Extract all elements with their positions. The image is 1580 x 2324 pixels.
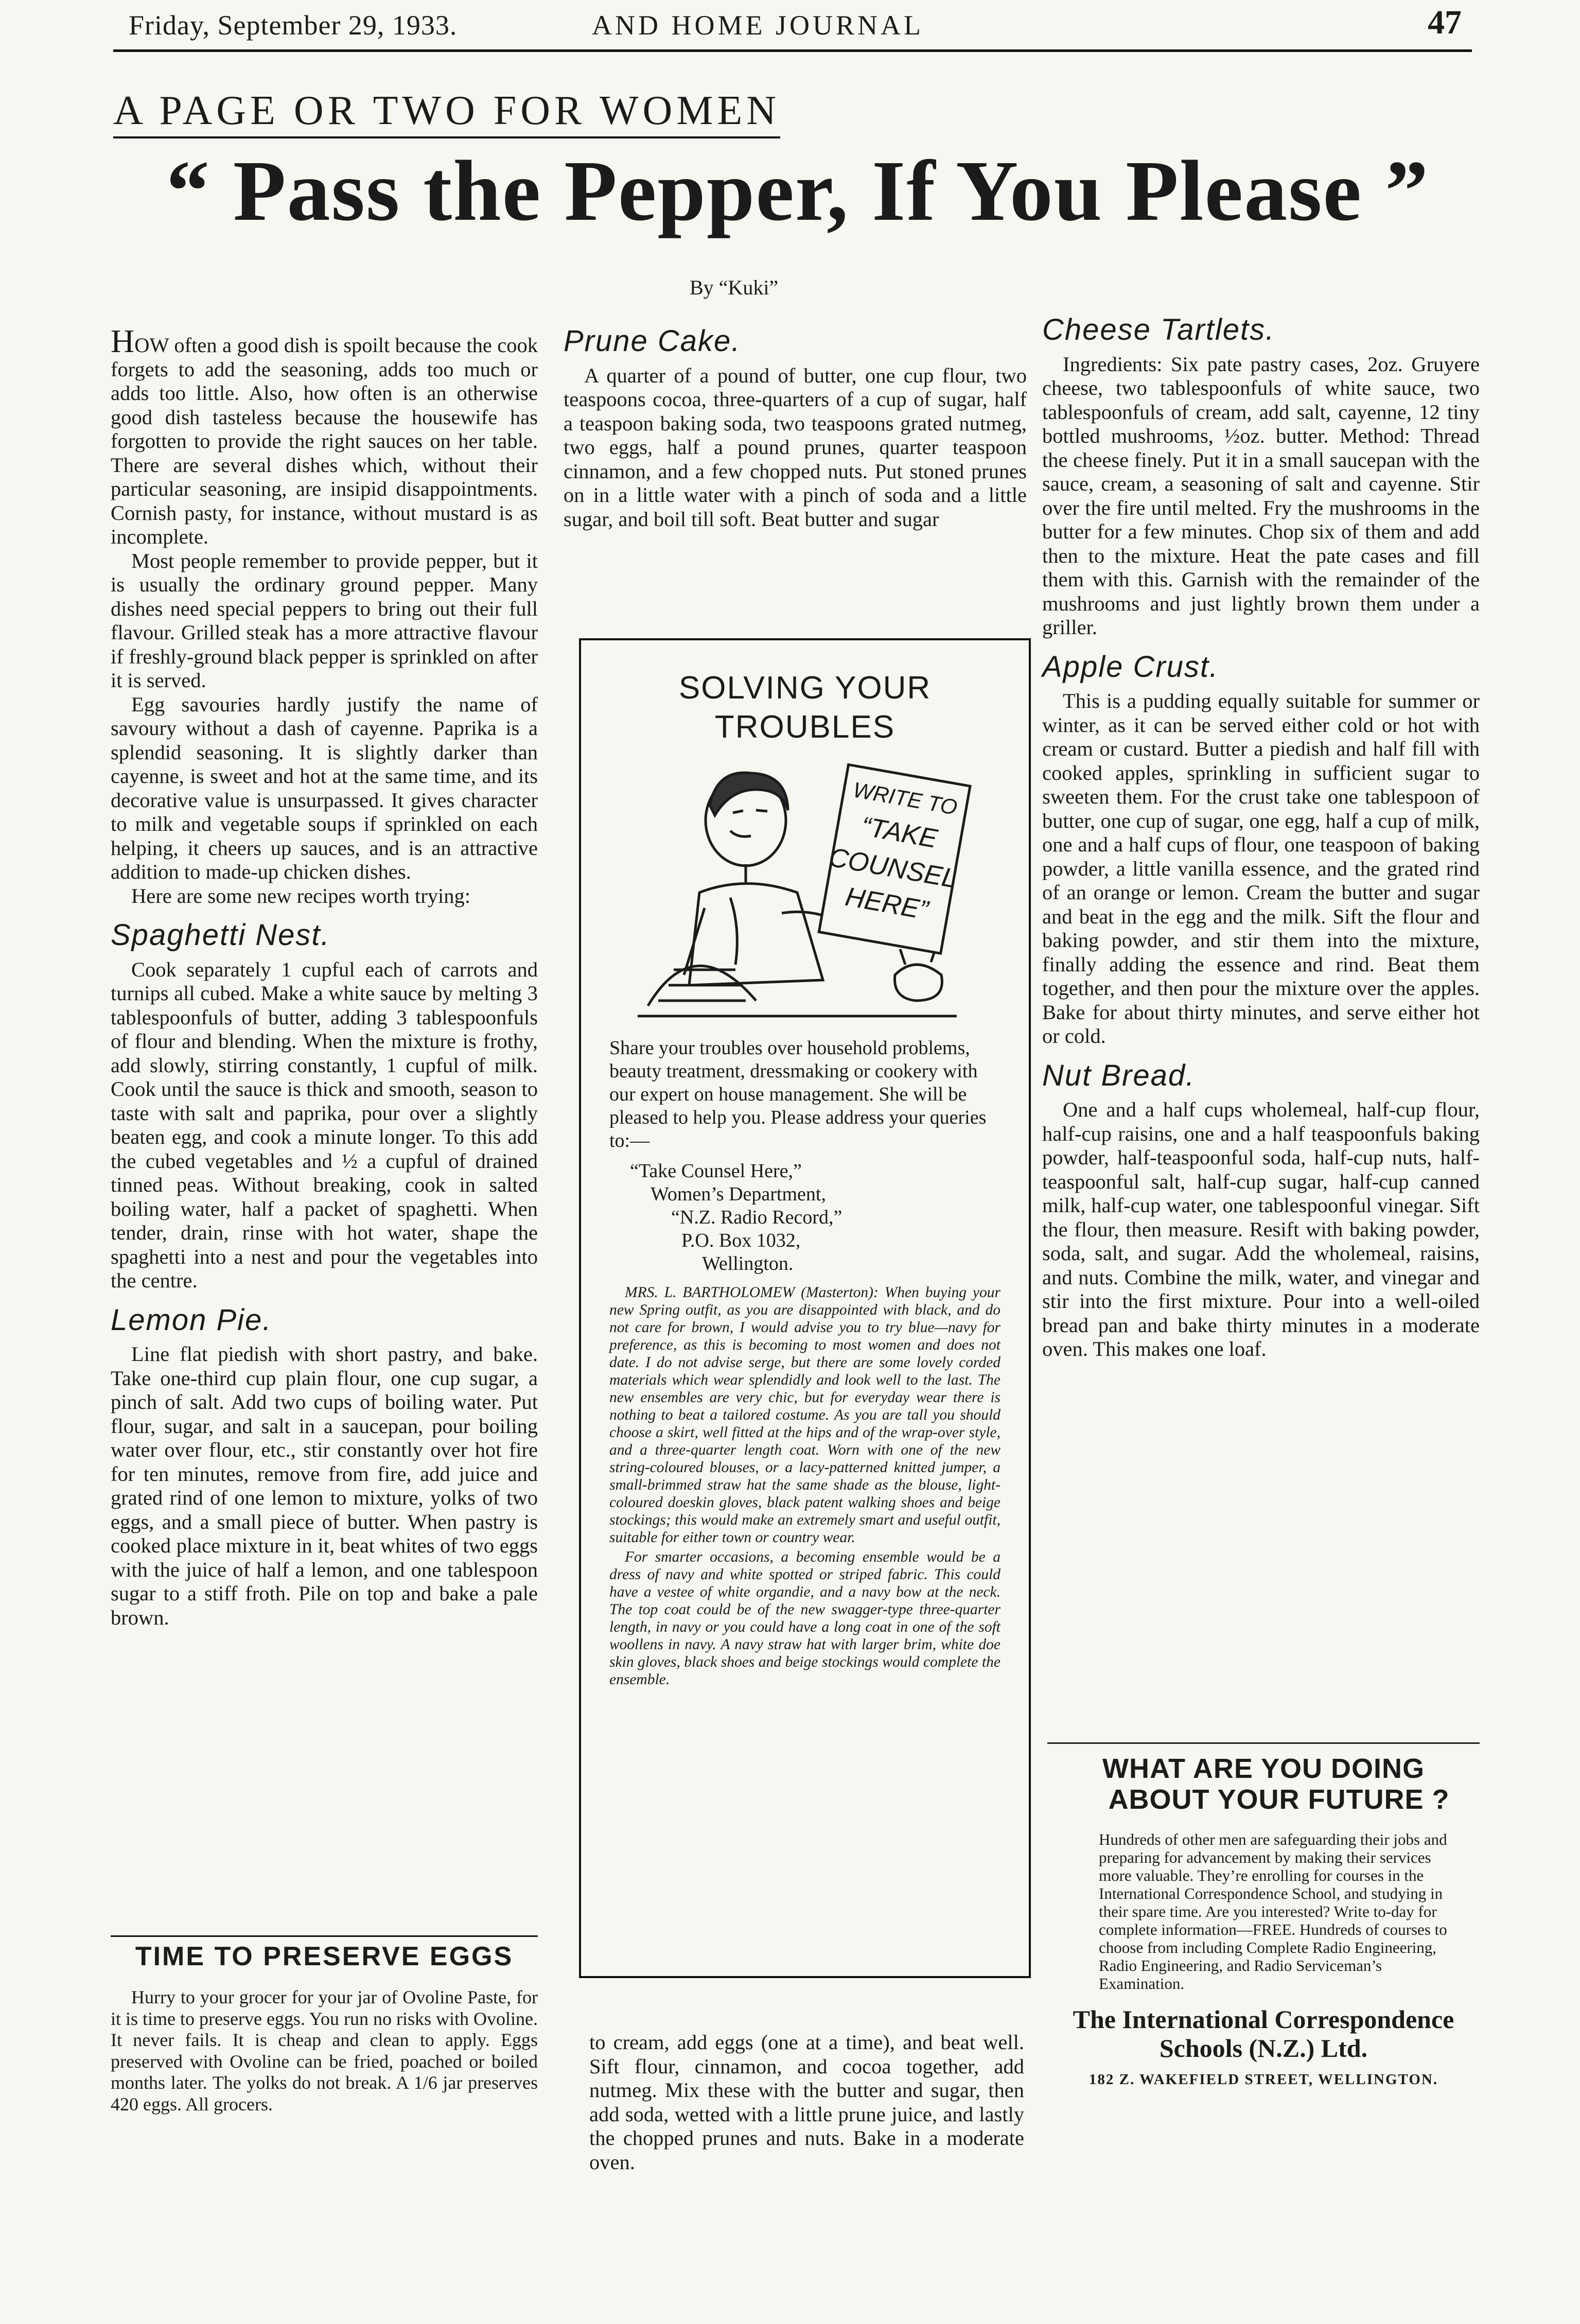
recipe-text-nut: One and a half cups wholemeal, half-cup flour, half-cup raisins, one and a half teaspoonfuls baking powder, half-teaspoonful soda, half-cup nuts, half-teaspoonful salt, half-cup sugar, half-cup canned milk, half-cup water, one tablespoonful vinegar. Sift the flour, then measure. Resift with baking powder, soda, salt, and sugar. Add the wholemeal, raisins, and nuts. Combine the milk, water, and vinegar and stir into the first mixture. Pour into a well-oiled bread pan and bake thirty minutes in a moderate oven. This makes one loaf.	[1042, 1098, 1480, 1360]
section-heading: A PAGE OR TWO FOR WOMEN	[113, 88, 780, 138]
column-right	[1042, 313, 1480, 1361]
recipe-text-spaghetti: Cook separately 1 cupful each of carrots and turnips all cubed. Make a white sauce by melting 3 tablespoonfuls of butter, adding 3 tablespoonfuls of flour and blending. When the mixture is frothy, add slowly, stirring constantly, 1 cupful of milk. Cook until the sauce is thick and smooth, season to taste with salt and paprika, pour over a slightly beaten egg, and cook a minute longer. To this add the cubed vegetables and ½ a cupful of drained tinned peas. Without breaking, cook in salted boiling water, half a packet of spaghetti. When tender, drain, rinse with hot water, shape the spaghetti into a nest and pour the vegetables into the centre.	[111, 957, 538, 1292]
solving-troubles-text: Share your troubles over household problems, beauty treatment, dressmaking or cookery with our expert on house management. She will be pleased to help you. Please address your queries to:—	[609, 1037, 987, 1151]
sign-text-4: HERE”	[843, 881, 931, 926]
article-title: “ Pass the Pepper, If You Please ”	[166, 143, 1430, 239]
preserve-eggs-body	[111, 1987, 538, 2115]
recipe-title-nut: Nut Bread.	[1042, 1058, 1196, 1092]
recipe-text-cheese: Ingredients: Six pate pastry cases, 2oz. Gruyere cheese, two tablespoonfuls of white sauce, two tablespoonfuls of cream, add salt, cayenne, 12 tiny bottled mushrooms, ½oz. butter. Method: Thread the cheese finely. Put it in a small saucepan with the sauce, cream, a seasoning of salt and cayenne. Stir over the fire until melted. Fry the mushrooms in the butter for a few minutes. Chop six of them and add then to the mixture. Heat the pate cases and fill them with this. Garnish with the remainder of the mushrooms and just lightly brown them under a griller.	[1042, 352, 1480, 639]
preserve-eggs-title: TIME TO PRESERVE EGGS	[111, 1935, 538, 1972]
ad-body: Hundreds of other men are safeguarding their jobs and preparing for advancement by making their services more valuable. They’re enrolling for courses in the International Correspondence School, and studying in their spare time. Are you interested? Write to-day for complete information—FREE. Hundreds of courses to choose from including Complete Radio Engineering, Radio Engineering, and Radio Serviceman’s Examination.	[1099, 1830, 1447, 1993]
intro-paragraph-3: Egg savouries hardly justify the name of savoury without a dash of cayenne. Paprika is a splendid seasoning. It is slightly darker than cayenne, is sweet and hot at the same time, and its decorative value is unsurpassed. It gives character to milk and vegetable soups if sprinkled on each helping, it cheers up sauces, and is an attractive addition to made-up chicken dishes.	[111, 692, 538, 883]
sign-text-1: WRITE TO	[851, 777, 959, 820]
recipe-title-prune: Prune Cake.	[564, 324, 741, 358]
recipe-title-spaghetti: Spaghetti Nest.	[111, 918, 330, 952]
sign-text-2: “TAKE	[858, 811, 940, 854]
recipe-title-cheese: Cheese Tartlets.	[1042, 313, 1275, 346]
recipe-text-prune: A quarter of a pound of butter, one cup flour, two teaspoons cocoa, three-quarters of a cup of sugar, half a teaspoon baking soda, two teaspoons grated nutmeg, two eggs, half a pound prunes, quarter teaspoon cinnamon, and a few chopped nuts. Put stoned prunes on in a little water with a pinch of soda and a little sugar, and boil till soft. Beat butter and sugar	[564, 363, 1027, 531]
solving-troubles-address: “Take Counsel Here,” Women’s Department, “N.Z. Radio Record,” P.O. Box 1032, Wellington.	[630, 1160, 842, 1274]
solving-troubles-box	[579, 638, 1031, 1978]
intro-paragraph-2: Most people remember to provide pepper, but it is usually the ordinary ground pepper. Many dishes need special peppers to bring out their full flavour. Grilled steak has a more attractive flavour if freshly-ground black pepper is sprinkled on after it is served.	[111, 549, 538, 692]
correspondence-schools-ad	[1047, 1742, 1480, 2088]
drop-cap: H	[111, 323, 135, 359]
header-rule	[113, 49, 1472, 52]
prune-cake-continued	[589, 2031, 1024, 2174]
publication-name: AND HOME JOURNAL	[592, 10, 924, 41]
ad-address: 182 Z. WAKEFIELD STREET, WELLINGTON.	[1089, 2071, 1438, 2088]
solving-troubles-heading: SOLVING YOUR TROUBLES	[678, 670, 932, 745]
reader-reply-letter	[609, 1284, 1000, 1690]
preserve-eggs-text: Hurry to your grocer for your jar of Ovoline Paste, for it is time to preserve eggs. You run no risks with Ovoline. It never fails. It is cheap and clean to apply. Eggs preserved with Ovoline can be fried, poached or boiled months later. The yolks do not break. A 1/6 jar preserves 420 eggs. All grocers.	[111, 1987, 538, 2115]
page-number: 47	[1428, 4, 1462, 41]
solving-troubles-body	[609, 1037, 1000, 1275]
sign-text-3: COUNSEL	[827, 842, 959, 895]
column-middle	[564, 324, 1027, 531]
recipe-title-lemon: Lemon Pie.	[111, 1303, 272, 1337]
intro-paragraph-1: HOW often a good dish is spoilt because the cook forgets to add the seasoning, adds too much or adds too little. Also, how often is an otherwise good dish tasteless because the housewife has forgotten to provide the right sauces on her table. There are several dishes which, without their particular seasoning, are insipid disappointments. Cornish pasty, for instance, without mustard is as incomplete.	[111, 323, 538, 548]
column-left	[111, 323, 538, 1630]
ad-company-name: The International Correspondence Schools (N.Z.) Ltd.	[1073, 2005, 1454, 2063]
recipe-text-prune-continued: to cream, add eggs (one at a time), and beat well. Sift flour, cinnamon, and cocoa together, add nutmeg. Mix these with the butter and sugar, then add soda, wetted with a little prune juice, and lastly the chopped prunes and nuts. Bake in a moderate oven.	[589, 2031, 1024, 2174]
recipe-text-apple: This is a pudding equally suitable for summer or winter, as it can be served either cold or hot with cream or custard. Butter a piedish and half fill with cooked apples, sprinkling in sufficient sugar to sweeten them. For the crust take one tablespoon of butter, one cup of sugar, one egg, half a cup of milk, one and a half cups of flour, one teaspoon of baking powder, a little vanilla essence, and the grated rind of an orange or lemon. Cream the butter and sugar and beat in the egg and the milk. Sift the flour and baking powder, and stir them into the mixture, finally adding the essence and rind. Beat them together, and then pour the mixture over the apples. Bake for about thirty minutes, and serve either hot or cold.	[1042, 689, 1480, 1047]
recipe-title-apple: Apple Crust.	[1042, 650, 1219, 684]
article-byline: By “Kuki”	[690, 276, 779, 299]
ad-heading: WHAT ARE YOU DOING ABOUT YOUR FUTURE ?	[1102, 1753, 1450, 1815]
intro-paragraph-4: Here are some new recipes worth trying:	[131, 884, 470, 907]
woman-writing-illustration	[627, 759, 982, 1026]
recipe-text-lemon: Line flat piedish with short pastry, and bake. Take one-third cup plain flour, one cup sugar, a pinch of salt. Add two cups of boiling water. Put flour, sugar, and salt in a saucepan, pour boiling water over flour, etc., stir constantly over hot fire for ten minutes, remove from fire, add juice and grated rind of one lemon to mixture, yolks of two eggs, and a small piece of butter. When pastry is cooked place mixture in it, beat whites of two eggs with the juice of half a lemon, and one tablespoon sugar to a stiff froth. Pile on top and bake a pale brown.	[111, 1342, 538, 1629]
reply-paragraph-2: For smarter occasions, a becoming ensemble would be a dress of navy and white spotted or striped fabric. This could have a vestee of white organdie, and a navy bow at the neck. The top coat could be of the new swagger-type three-quarter length, in navy or you could have a long coat in one of the soft woollens in navy. A navy straw hat with larger brim, white doe skin gloves, black shoes and beige stockings would complete the ensemble.	[609, 1549, 1000, 1688]
issue-date: Friday, September 29, 1933.	[129, 10, 458, 41]
reply-paragraph-1: MRS. L. BARTHOLOMEW (Masterton): When buying your new Spring outfit, as you are disappointed with black, and do not care for brown, I would advise you to try blue—navy for preference, as this is becoming to most women and does not date. I do not advise serge, but there are some lovely corded materials which wear splendidly and look well to the last. The new ensembles are very chic, but for everyday wear there is nothing to beat a tailored costume. As you are tall you should choose a skirt, well fitted at the hips and of the wrap-over style, and a three-quarter length coat. Worn with one of the new string-coloured blouses, or a lacy-patterned knitted jumper, a small-brimmed straw hat the same shade as the blouse, light-coloured doeskin gloves, black patent walking shoes and beige stockings; this would make an extremely smart and useful outfit, suitable for either town or country wear.	[609, 1284, 1000, 1546]
